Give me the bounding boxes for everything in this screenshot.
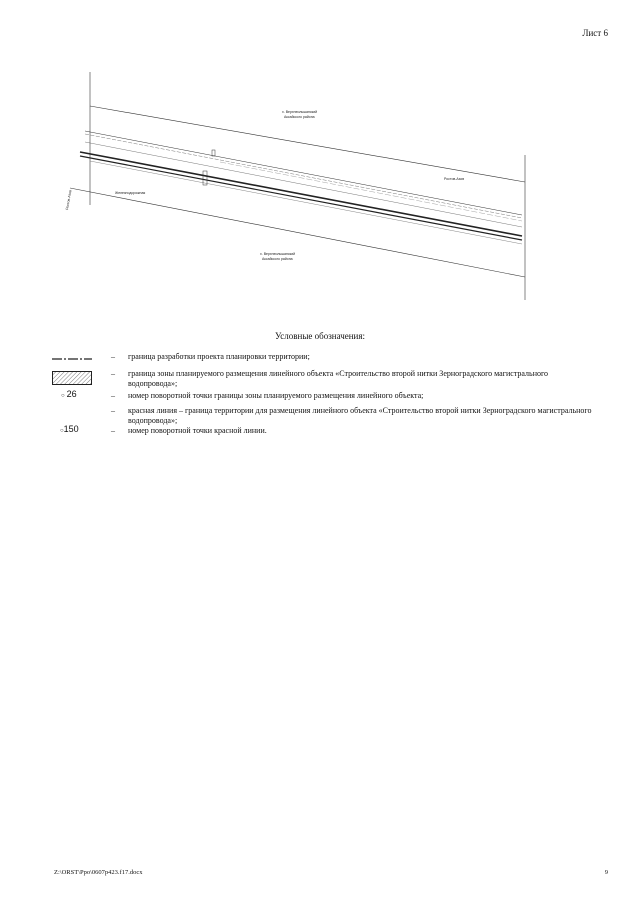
corridor-line-2 <box>85 134 522 218</box>
plan-label-bottom-1: х. Верхнеольшанский <box>260 252 296 256</box>
legend-item-text: граница разработки проекта планировки территории; <box>128 352 310 361</box>
plan-label-top-2: Аксайского района <box>284 115 315 119</box>
legend-item <box>52 406 592 426</box>
legend-title: Условные обозначения: <box>274 331 365 341</box>
legend-dash: – <box>111 426 115 435</box>
legend-item-text: номер поворотной точки красной линии. <box>128 426 267 435</box>
planning-boundary-symbol <box>52 356 94 362</box>
legend-item-text: граница зоны планируемого размещения линейного объекта «Строительство второй нитки Зерноградского магистрального водопровода»; <box>128 369 549 388</box>
legend-dash: – <box>111 369 115 378</box>
red-line-upper <box>80 152 522 236</box>
plan-label-rail: Железнодорожная <box>115 191 146 195</box>
corridor-line-3 <box>85 142 522 227</box>
legend-item <box>52 426 592 441</box>
placement-zone-symbol <box>52 371 94 385</box>
red-line-point-number: 150 <box>63 424 79 434</box>
legend-item <box>52 391 592 406</box>
plan-label-bottom-2: Аксайского района <box>262 257 293 261</box>
planning-drawing <box>60 70 540 305</box>
plan-label-road: Ростов-Азов <box>444 177 465 181</box>
zone-point-symbol: ○ 26 <box>61 389 77 399</box>
legend-item-text: номер поворотной точки границы зоны планируемого размещения линейного объекта; <box>128 391 424 400</box>
footer-page-number: 9 <box>604 869 608 876</box>
marker-2 <box>212 150 215 156</box>
plan-label-left: Ростов-Азов <box>65 189 73 211</box>
legend-item <box>52 369 592 391</box>
legend-item <box>52 352 592 369</box>
bottom-boundary-line <box>70 188 525 277</box>
legend <box>52 352 592 441</box>
footer-file-path: Z:\ORST\Ppo\0607p423.f17.docx <box>54 869 143 876</box>
zone-point-number: 26 <box>66 389 77 399</box>
legend-item-text: красная линия – граница территории для размещения линейного объекта «Строительство второй нитки Зерноградского магистрального водопровода»; <box>128 406 592 425</box>
legend-dash: – <box>111 406 115 415</box>
plan-label-top-1: х. Верхнеольшанский <box>282 110 318 114</box>
legend-dash: – <box>111 391 115 400</box>
sheet-label: Лист 6 <box>582 28 608 38</box>
red-line-point-symbol: ○150 <box>60 424 79 434</box>
legend-dash: – <box>111 352 115 361</box>
red-line-lower <box>80 156 522 240</box>
